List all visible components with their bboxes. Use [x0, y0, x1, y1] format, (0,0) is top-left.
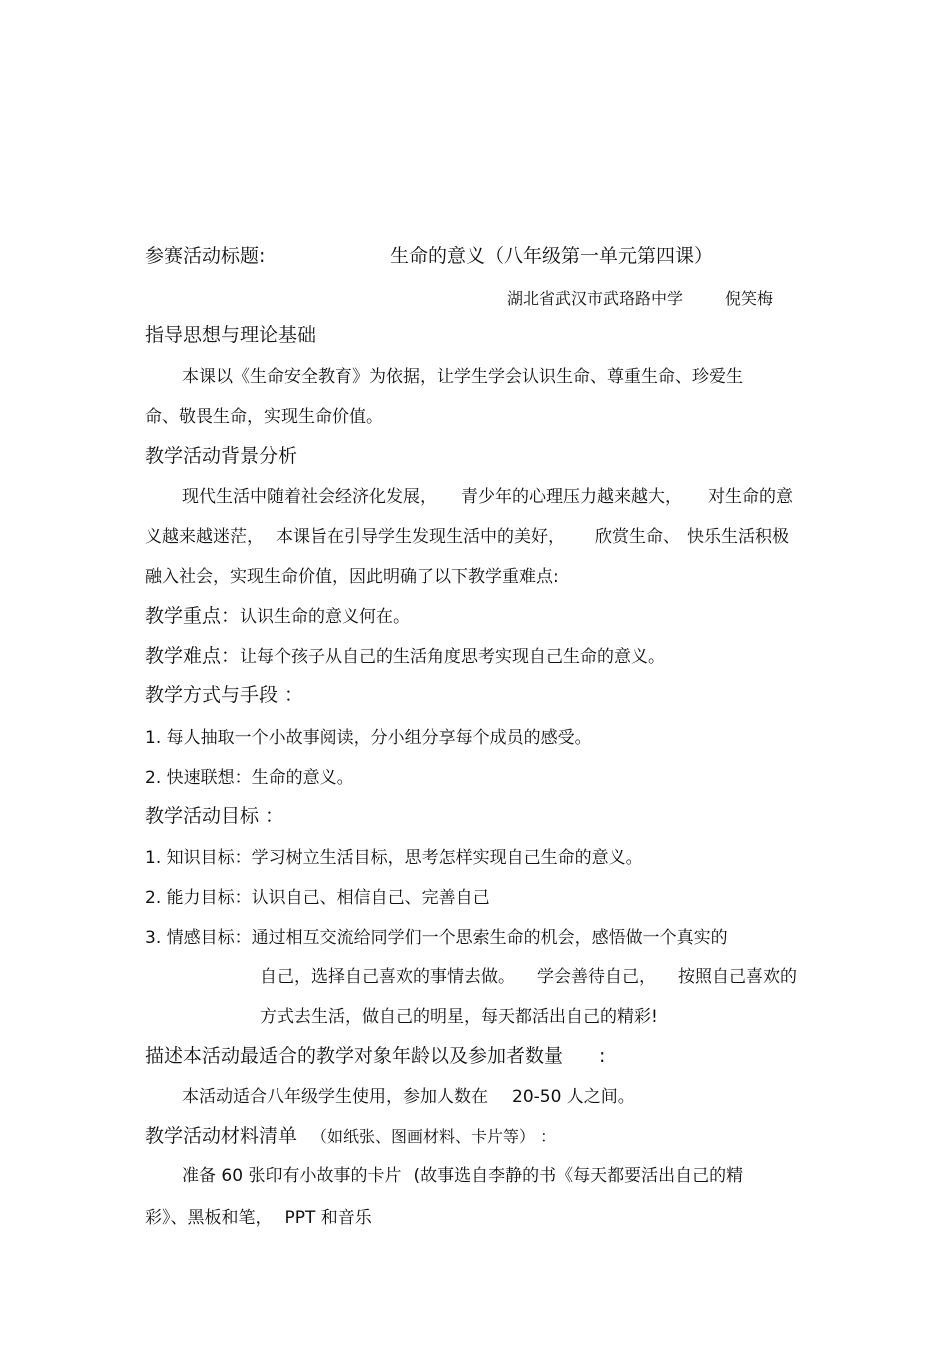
- section-heading-objectives: 教学活动目标 ：: [145, 805, 285, 827]
- paragraph-line: 命、敬畏生命，实现生命价值。: [145, 407, 383, 427]
- section-heading-background: 教学活动背景分析: [145, 445, 298, 467]
- key-point-label: 教学重点：: [145, 605, 241, 627]
- text-run: PPT 和音乐: [284, 1208, 372, 1228]
- text-run: 按照自己喜欢的: [678, 967, 797, 987]
- list-item-continuation: 方式去生活，做自己的明星，每天都活出自己的精彩!: [260, 1007, 658, 1027]
- title-label: 参赛活动标题:: [145, 245, 266, 267]
- section-heading-materials: [145, 1124, 556, 1149]
- text-run: 描述本活动最适合的教学对象年龄以及参加者数量: [145, 1045, 564, 1067]
- text-run: 义越来越迷茫，: [145, 527, 264, 547]
- difficult-point-text: 让每个孩子从自己的生活角度思考实现自己生命的意义。: [240, 647, 666, 667]
- author-school: 湖北省武汉市武珞路中学: [507, 289, 684, 308]
- text-run: 自己，选择自己喜欢的事情去做。: [260, 967, 515, 987]
- paragraph-line: 本课以《生命安全教育》为依据，让学生学会认识生命、尊重生命、珍爱生: [182, 367, 743, 387]
- key-point: [145, 604, 410, 629]
- text-run: 20-50 人之间。: [512, 1087, 635, 1107]
- list-item: 2. 能力目标：认识自己、相信自己、完善自己: [145, 888, 490, 908]
- author-line: [507, 287, 773, 311]
- paragraph-line: [145, 1206, 372, 1230]
- text-run: （如纸张、图画材料、卡片等） ：: [311, 1127, 557, 1146]
- text-run: 现代生活中随着社会经济化发展，: [182, 487, 437, 507]
- text-run: 准备 60 张印有小故事的卡片: [182, 1166, 402, 1186]
- paragraph-line: [182, 485, 793, 509]
- text-run: 对生命的意: [708, 487, 793, 507]
- text-run: :: [599, 1045, 606, 1067]
- list-item: 1. 每人抽取一个小故事阅读，分小组分享每个成员的感受。: [145, 728, 592, 748]
- page-title: 生命的意义（八年级第一单元第四课）: [390, 245, 714, 267]
- text-run: 本活动适合八年级学生使用，参加人数在: [182, 1087, 488, 1107]
- paragraph-line: [145, 525, 789, 549]
- difficult-point: [145, 644, 665, 669]
- difficult-point-label: 教学难点：: [145, 645, 241, 667]
- list-item-continuation: [260, 965, 797, 989]
- text-run: 彩》、黑板和笔，: [145, 1208, 273, 1228]
- text-run: 快乐生活积极: [687, 527, 789, 547]
- text-run: 青少年的心理压力越来越大，: [461, 487, 682, 507]
- text-run: (故事选自李静的书《每天都要活出自己的精: [413, 1166, 744, 1186]
- key-point-text: 认识生命的意义何在。: [240, 607, 411, 627]
- author-name: 倪笑梅: [725, 289, 774, 308]
- section-heading-methods: 教学方式与手段 ：: [145, 684, 304, 706]
- text-run: 本课旨在引导学生发现生活中的美好，: [276, 527, 565, 547]
- text-run: 教学活动材料清单: [145, 1125, 298, 1147]
- text-run: 欣赏生命、: [595, 527, 680, 547]
- list-item: 3. 情感目标：通过相互交流给同学们一个思索生命的机会，感悟做一个真实的: [145, 928, 728, 948]
- paragraph-line: 融入社会，实现生命价值，因此明确了以下教学重难点:: [145, 567, 559, 587]
- list-item: 2. 快速联想：生命的意义。: [145, 768, 354, 788]
- paragraph-line: [182, 1164, 743, 1188]
- list-item: 1. 知识目标：学习树立生活目标，思考怎样实现自己生命的意义。: [145, 848, 643, 868]
- section-heading-guiding-thought: 指导思想与理论基础: [145, 324, 317, 346]
- paragraph-line: [182, 1085, 635, 1109]
- text-run: 学会善待自己，: [537, 967, 656, 987]
- section-heading-audience: [145, 1044, 605, 1068]
